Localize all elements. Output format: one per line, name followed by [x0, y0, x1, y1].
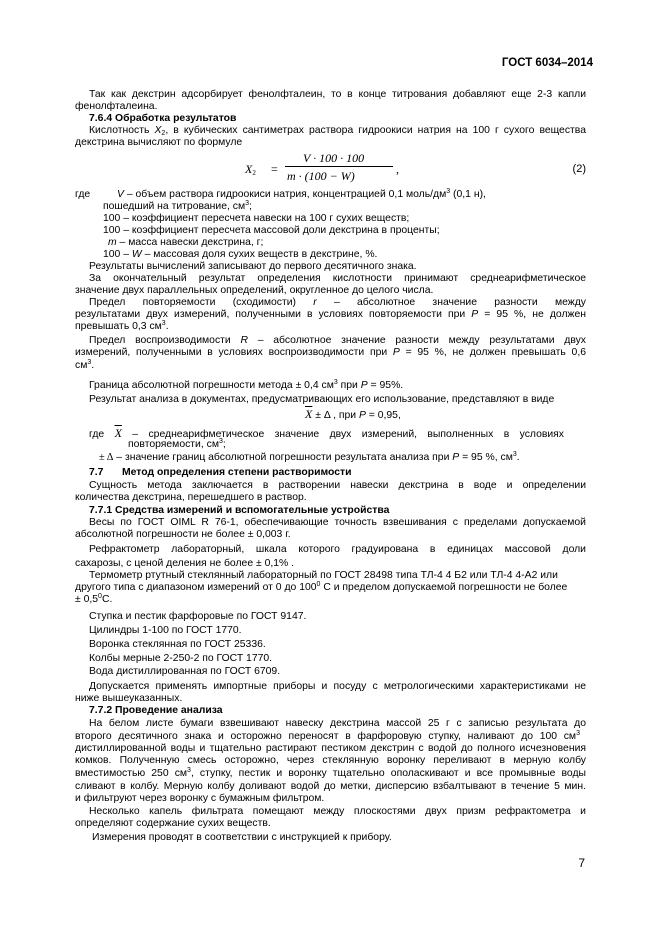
text-line: На белом листе бумаги взвешивают навеску декстрина массой 25 г с записью результата до: [89, 718, 586, 729]
text-line: Граница абсолютной погрешности метода ± 0,4 $см^3$ при P = 95%.: [89, 379, 404, 391]
list-item: Цилиндры 1-100 по ГОСТ 1770.: [89, 625, 242, 636]
text-line: количества декстрина, перешедшего в раствор.: [75, 492, 307, 503]
text-line: абсолютной погрешности не более ± 0,003 г.: [75, 529, 291, 540]
text-line: значение двух параллельных определений, округленное до целого числа.: [75, 285, 434, 296]
text-line: ± Δ – значение границ абсолютной погрешности результата анализа при P = 95 %, $см^3$.: [99, 451, 520, 463]
text-line: где $\overline{X}$ – среднеарифметическое значение двух измерений, выполненных в условиях: [89, 426, 564, 440]
text-line: Предел повторяемости (сходимости) r – абсолютное значение разности между: [89, 297, 586, 308]
text-line: Так как декстрин адсорбирует фенолфталеин, то в конце титрования добавляют еще 2-3 капли: [89, 89, 586, 100]
text-line: декстрина вычисляют по формуле: [75, 137, 243, 148]
where-item: 100 – коэффициент пересчета навески на 100 г сухих веществ;: [103, 213, 410, 224]
section-heading: 7.7.1 Средства измерений и вспомогательные устройства: [89, 505, 390, 516]
list-item: Воронка стеклянная по ГОСТ 25336.: [89, 639, 266, 650]
text-line: ± $0,5^0С$.: [75, 593, 113, 605]
text-line: Измерения проводят в соответствии с инструкцией к прибору.: [92, 832, 392, 843]
text-line: дистиллированной воды и тщательно растирают пестиком декстрин с водой до полного исчезновения: [75, 743, 586, 754]
text-line: повторяемости, $см^3$;: [128, 438, 226, 450]
document-id: ГОСТ 6034–2014: [501, 57, 593, 69]
text-line: Термометр ртутный стеклянный лабораторный по ГОСТ 28498 типа ТЛ-4 4 Б2 или ТЛ-4 4-А2 или: [89, 570, 558, 581]
text-line: Несколько капель фильтрата помещают между плоскостями двух призм рефрактометра и: [89, 806, 586, 817]
text-line: результатами двух измерений, полученными в условиях повторяемости при P = 95 %, не должен: [75, 309, 586, 320]
text-line: второго десятичного знака и осторожно переносят в фарфоровую ступку, наливают до 100 $см^3$: [75, 730, 580, 742]
formula-comma: ,: [396, 162, 399, 176]
text-line: и фильтруют через воронку с бумажным фильтром.: [75, 793, 325, 804]
text-line: сахарозы, с ценой деления не более ± 0,1% .: [75, 558, 295, 569]
text-line: Рефрактометр лабораторный, шкала которого градуирована в единицах массовой доли: [89, 544, 586, 555]
text-line: фенолфталеина.: [75, 101, 158, 112]
text-line: ниже вышеуказанных.: [75, 693, 183, 704]
formula-numerator: V · 100 · 100: [303, 151, 365, 165]
formula-denominator: m · (100 − W): [287, 169, 355, 183]
where-item: m – масса навески декстрина, г;: [108, 237, 264, 248]
text-line: вместимостью 250 $см^3$, ступку, пестик и воронку тщательно ополаскивают и все промывные воды: [75, 767, 586, 779]
section-heading: Метод определения степени растворимости: [122, 467, 352, 478]
list-item: Ступка и пестик фарфоровые по ГОСТ 9147.: [89, 611, 307, 622]
text-line: превышать 0,3 $см^3$.: [75, 320, 169, 332]
text-line: Предел воспроизводимости R – абсолютное значение разности между результатами двух: [89, 335, 586, 346]
text-line: сливают в колбу. Мерную колбу доливают водой до метки, дисперсию взбалтывают в течение 5 мин.: [75, 781, 586, 792]
text-line: другого типа с диапазоном измерений от 0 до $100^0$ С и пределом допускаемой погрешности не более: [75, 581, 568, 593]
section-heading: 7.7.2 Проведение анализа: [89, 705, 223, 716]
section-number: 7.7: [89, 467, 104, 478]
text-line: Допускается применять импортные приборы и посуду с метрологическими характеристиками не: [89, 681, 586, 692]
text-line: За окончательный результат определения кислотности принимают среднеарифметическое: [89, 273, 586, 284]
text-line: Сущность метода заключается в растворении навески декстрина в воде и определении: [89, 480, 586, 491]
where-item: 100 – W – массовая доля сухих веществ в декстрине, %.: [103, 249, 378, 260]
where-item: пошедший на титрование, $см^3$;: [103, 200, 252, 212]
where-item: V – объем раствора гидроокиси натрия, концентрацией 0,1 моль/$дм^3$ (0,1 н),: [117, 188, 486, 200]
text-line: Результат анализа в документах, предусматривающих его использование, представляют в виде: [89, 394, 555, 405]
text-line: измерений, полученными в условиях воспроизводимости при P = 95 %, не должен превышать 0,6: [75, 347, 586, 358]
list-item: Вода дистиллированная по ГОСТ 6709.: [89, 666, 281, 677]
text-line: определяют содержание сухих веществ.: [75, 818, 271, 829]
text-line: Результаты вычислений записывают до первого десятичного знака.: [89, 261, 417, 272]
fraction-bar: [285, 166, 393, 167]
text-line: $см^3$.: [75, 359, 95, 371]
where-item: 100 – коэффициент пересчета массовой доли декстрина в проценты;: [103, 225, 440, 236]
text-line: комков. Полученную смесь осторожно, через стеклянную воронку переливают в мерную колбу: [75, 755, 586, 766]
result-expression: $\overline{X} \pm \Delta$ , при P = 0,95,: [305, 407, 401, 421]
where-label: где: [75, 189, 91, 200]
equation-number: (2): [572, 163, 586, 175]
formula-equals: =: [271, 162, 278, 176]
formula-lhs: $X_2$: [245, 162, 256, 177]
text-line: Кислотность $X_2$, в кубических сантиметрах раствора гидроокиси натрия на 100 г сухого вещества: [89, 125, 586, 137]
list-item: Колбы мерные 2-250-2 по ГОСТ 1770.: [89, 653, 273, 664]
text-line: Весы по ГОСТ OIML R 76-1, обеспечивающие точность взвешивания с пределами допускаемой: [89, 517, 586, 528]
section-heading: 7.6.4 Обработка результатов: [89, 113, 237, 124]
page-number: 7: [578, 856, 585, 870]
